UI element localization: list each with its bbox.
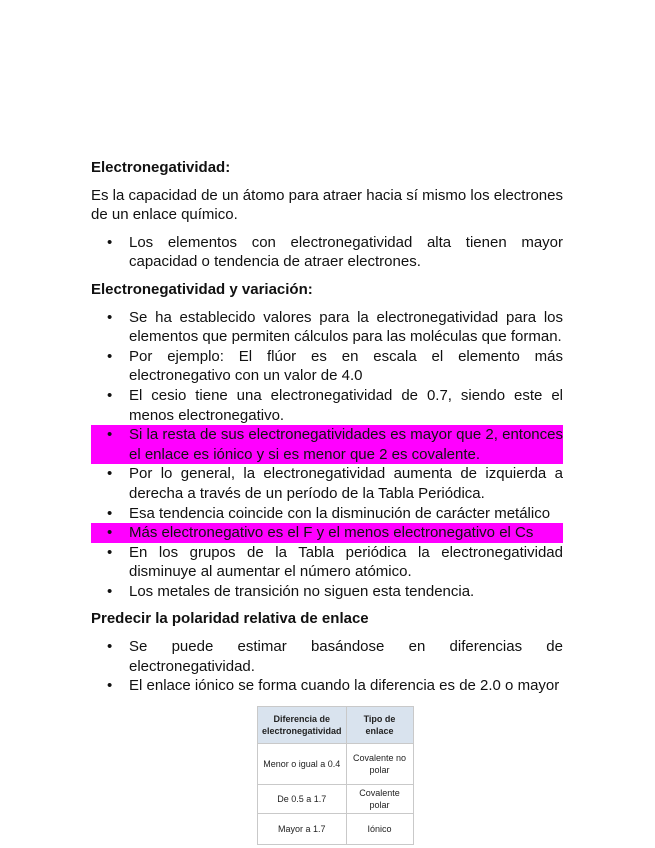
bullet-icon: • bbox=[107, 582, 113, 600]
table-cell: Menor o igual a 0.4 bbox=[258, 744, 347, 785]
heading-electronegatividad: Electronegatividad: bbox=[91, 159, 231, 176]
definition-paragraph: Es la capacidad de un átomo para atraer hacia sí mismo los electrones de un enlace químico. bbox=[91, 186, 563, 224]
table-header-cell: Diferencia de electronegatividad bbox=[258, 707, 347, 744]
heading-variacion: Electronegatividad y variación: bbox=[91, 280, 313, 298]
list-item: • Por ejemplo: El flúor es en escala el elemento más electronegativo con un valor de 4.0 bbox=[107, 347, 563, 385]
bullet-icon: • bbox=[107, 677, 113, 695]
bullet-list-definition bbox=[91, 233, 563, 272]
list-item: • Se puede estimar basándose en diferencias de electronegatividad. bbox=[107, 638, 563, 675]
bullet-icon: • bbox=[107, 426, 113, 444]
list-item: • El cesio tiene una electronegatividad de 0.7, siendo este el menos electronegativo. bbox=[107, 386, 563, 424]
bullet-icon: • bbox=[107, 233, 113, 251]
list-item-highlighted: • Más electronegativo es el F y el menos electronegativo el Cs bbox=[91, 523, 563, 543]
bullet-icon: • bbox=[107, 638, 113, 656]
bullet-icon: • bbox=[107, 504, 113, 522]
table-row bbox=[258, 785, 414, 814]
bullet-icon: • bbox=[107, 465, 113, 483]
table-cell: De 0.5 a 1.7 bbox=[258, 785, 347, 814]
list-item: • Los metales de transición no siguen esta tendencia. bbox=[107, 582, 475, 600]
table-cell: Covalente no polar bbox=[346, 744, 413, 785]
bullet-list-polaridad bbox=[91, 637, 563, 696]
table-cell: Covalente polar bbox=[346, 785, 413, 814]
bullet-icon: • bbox=[107, 524, 113, 542]
bullet-icon: • bbox=[107, 308, 113, 326]
table-row bbox=[258, 814, 414, 845]
table-header-row bbox=[258, 707, 414, 744]
table-cell: Iónico bbox=[346, 814, 413, 845]
document-content bbox=[91, 158, 563, 696]
bullet-list-variacion bbox=[91, 308, 563, 602]
bond-type-table bbox=[257, 706, 414, 845]
list-item: • En los grupos de la Tabla periódica la electronegatividad disminuye al aumentar el número atómico. bbox=[107, 543, 563, 581]
table-header-cell: Tipo de enlace bbox=[346, 707, 413, 744]
bullet-icon: • bbox=[107, 543, 113, 561]
list-item: • Por lo general, la electronegatividad aumenta de izquierda a derecha a través de un período de la Tabla Periódica. bbox=[107, 465, 563, 502]
list-item: • El enlace iónico se forma cuando la diferencia es de 2.0 o mayor bbox=[107, 677, 560, 695]
list-item: • Los elementos con electronegatividad alta tienen mayor capacidad o tendencia de atraer electrones. bbox=[107, 233, 563, 271]
list-item: • Se ha establecido valores para la electronegatividad para los elementos que permiten cálculos para las moléculas que forman. bbox=[107, 308, 563, 346]
bullet-icon: • bbox=[107, 347, 113, 365]
heading-polaridad: Predecir la polaridad relativa de enlace bbox=[91, 610, 369, 628]
bullet-icon: • bbox=[107, 386, 113, 404]
bond-type-table-wrapper bbox=[257, 706, 414, 845]
list-item: • Esa tendencia coincide con la disminución de carácter metálico bbox=[107, 504, 551, 522]
table-cell: Mayor a 1.7 bbox=[258, 814, 347, 845]
list-item-highlighted: • Si la resta de sus electronegatividades es mayor que 2, entonces el enlace es iónico y si es menor que 2 es covalente. bbox=[91, 425, 563, 464]
table-row bbox=[258, 744, 414, 785]
